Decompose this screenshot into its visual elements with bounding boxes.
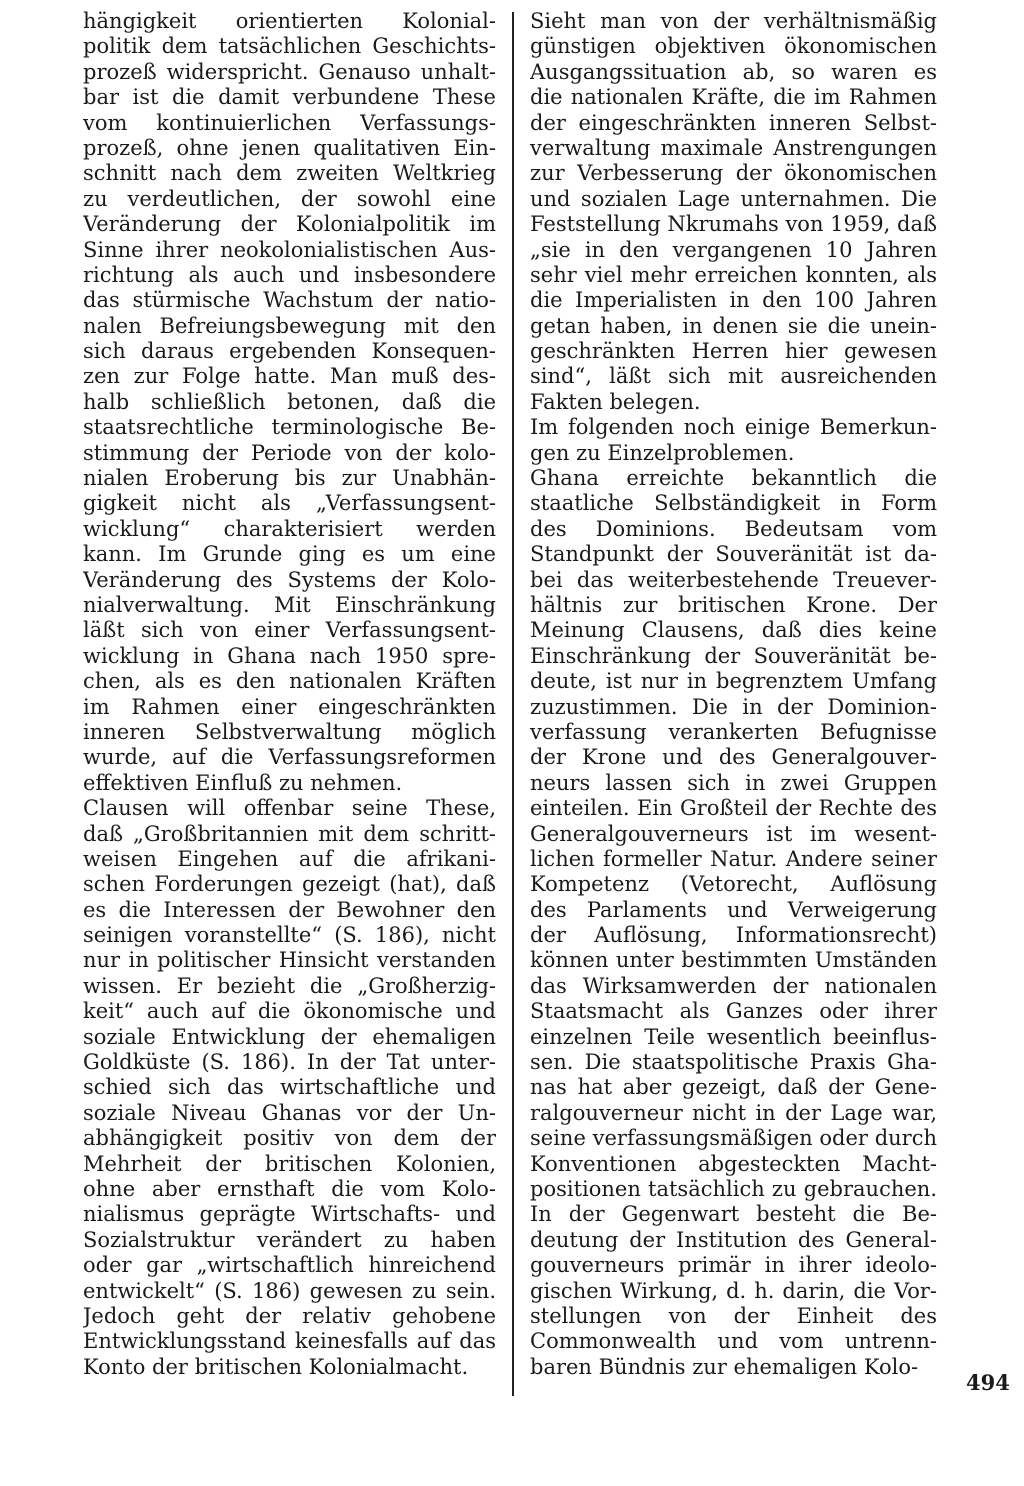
text-line: der Krone und des Generalgouver- [530, 745, 937, 770]
text-line: schnitt nach dem zweiten Weltkrieg [83, 161, 496, 186]
text-line: geschränkten Herren hier gewesen [530, 339, 937, 364]
right-text-column [530, 9, 937, 1380]
text-line: nur in politischer Hinsicht verstanden [83, 948, 496, 973]
text-line: im Rahmen einer eingeschränkten [83, 694, 496, 719]
text-line: Staatsmacht als Ganzes oder ihrer [530, 999, 937, 1024]
text-line: effektiven Einfluß zu nehmen. [83, 770, 403, 795]
text-line: einzelnen Teile wesentlich beeinflus- [530, 1024, 937, 1049]
text-line: des Parlaments und Verweigerung [530, 897, 937, 922]
text-line: zuzustimmen. Die in der Dominion- [530, 694, 937, 719]
text-line: prozeß, ohne jenen qualitativen Ein- [83, 135, 496, 160]
text-line: weisen Eingehen auf die afrikani- [83, 846, 496, 871]
text-line: nialismus geprägte Wirtschafts- und [83, 1202, 496, 1227]
text-line: schen Forderungen gezeigt (hat), daß [83, 872, 496, 897]
text-line: Einschränkung der Souveränität be- [530, 643, 937, 668]
text-line: Fakten belegen. [530, 389, 701, 414]
text-line: günstigen objektiven ökonomischen [530, 34, 937, 59]
text-line: und sozialen Lage unternahmen. Die [530, 186, 937, 211]
text-line: Konventionen abgesteckten Macht- [530, 1151, 937, 1176]
text-line: Im folgenden noch einige Bemerkun- [530, 415, 937, 440]
text-line: das Wirksamwerden der nationalen [530, 973, 937, 998]
text-line: gen zu Einzelproblemen. [530, 440, 795, 465]
text-line: die Imperialisten in den 100 Jahren [530, 288, 937, 313]
text-line: des Dominions. Bedeutsam vom [530, 516, 937, 541]
text-line: wicklung in Ghana nach 1950 spre- [83, 643, 496, 668]
text-line: Veränderung der Kolonialpolitik im [83, 212, 496, 237]
text-line: wurde, auf die Verfassungsreformen [83, 745, 496, 770]
text-line: zen zur Folge hatte. Man muß des- [83, 364, 496, 389]
text-line: Generalgouverneurs ist im wesent- [530, 821, 937, 846]
text-line: ohne aber ernsthaft die vom Kolo- [83, 1176, 496, 1201]
text-line: Clausen will offenbar seine These, [83, 796, 496, 821]
text-line: baren Bündnis zur ehemaligen Kolo- [530, 1354, 919, 1379]
text-line: das stürmische Wachstum der natio- [83, 288, 496, 313]
text-line: oder gar „wirtschaftlich hinreichend [83, 1253, 496, 1278]
page-number: 494 [966, 1370, 1010, 1395]
text-line: einteilen. Ein Großteil der Rechte des [530, 796, 937, 821]
text-line: gischen Wirkung, d. h. darin, die Vor- [530, 1278, 937, 1303]
text-line: nialen Eroberung bis zur Unabhän- [83, 466, 496, 491]
text-line: deutung der Institution des General- [530, 1227, 937, 1252]
text-line: vom kontinuierlichen Verfassungs- [83, 110, 496, 135]
text-line: soziale Niveau Ghanas vor der Un- [83, 1100, 496, 1125]
text-line: verwaltung maximale Anstrengungen [530, 135, 937, 160]
text-line: „sie in den vergangenen 10 Jahren [530, 237, 937, 262]
text-line: Sieht man von der verhältnismäßig [530, 9, 937, 33]
text-line: inneren Selbstverwaltung möglich [83, 719, 496, 744]
text-line: neurs lassen sich in zwei Gruppen [530, 770, 937, 795]
text-line: Ghana erreichte bekanntlich die [530, 466, 937, 491]
text-line: prozeß widerspricht. Genauso unhalt- [83, 59, 496, 84]
text-line: staatliche Selbständigkeit in Form [530, 491, 937, 516]
text-line: halb schließlich betonen, daß die [83, 389, 496, 414]
text-line: deute, ist nur in begrenztem Umfang [530, 669, 937, 694]
text-line: der Auflösung, Informationsrecht) [530, 923, 937, 948]
text-line: läßt sich von einer Verfassungsent- [83, 618, 496, 643]
text-line: gigkeit nicht als „Verfassungsent- [83, 491, 496, 516]
text-line: bei das weiterbestehende Treuever- [530, 567, 937, 592]
text-line: nalen Befreiungsbewegung mit den [83, 313, 496, 338]
text-line: zur Verbesserung der ökonomischen [530, 161, 937, 186]
text-line: Mehrheit der britischen Kolonien, [83, 1151, 496, 1176]
text-line: der eingeschränkten inneren Selbst- [530, 110, 937, 135]
text-line: kann. Im Grunde ging es um eine [83, 542, 496, 567]
text-line: soziale Entwicklung der ehemaligen [83, 1024, 496, 1049]
text-line: Sozialstruktur verändert zu haben [83, 1227, 496, 1252]
text-line: daß „Großbritannien mit dem schritt- [83, 821, 496, 846]
text-line: lichen formeller Natur. Andere seiner [530, 846, 937, 871]
column-divider [512, 12, 514, 1396]
text-line: staatsrechtliche terminologische Be- [83, 415, 496, 440]
left-text-column [83, 9, 496, 1380]
text-line: sen. Die staatspolitische Praxis Gha- [530, 1050, 937, 1075]
text-line: nas hat aber gezeigt, daß der Gene- [530, 1075, 937, 1100]
text-line: Sinne ihrer neokolonialistischen Aus- [83, 237, 496, 262]
text-line: Goldküste (S. 186). In der Tat unter- [83, 1050, 496, 1075]
text-line: keit“ auch auf die ökonomische und [83, 999, 496, 1024]
text-line: die nationalen Kräfte, die im Rahmen [530, 85, 937, 110]
text-line: getan haben, in denen sie die unein- [530, 313, 937, 338]
text-line: ralgouverneur nicht in der Lage war, [530, 1100, 937, 1125]
text-line: sehr viel mehr erreichen konnten, als [530, 262, 937, 287]
text-line: zu verdeutlichen, der sowohl eine [83, 186, 496, 211]
text-line: können unter bestimmten Umständen [530, 948, 937, 973]
text-line: Commonwealth und vom untrenn- [530, 1329, 937, 1354]
text-line: chen, als es den nationalen Kräften [83, 669, 496, 694]
text-line: Standpunkt der Souveränität ist da- [530, 542, 937, 567]
text-line: stellungen von der Einheit des [530, 1303, 937, 1328]
text-line: wicklung“ charakterisiert werden [83, 516, 496, 541]
text-line: seinigen voranstellte“ (S. 186), nicht [83, 923, 496, 948]
text-line: Konto der britischen Kolonialmacht. [83, 1354, 469, 1379]
text-line: gouverneurs primär in ihrer ideolo- [530, 1253, 937, 1278]
text-line: Kompetenz (Vetorecht, Auflösung [530, 872, 937, 897]
text-line: Ausgangssituation ab, so waren es [530, 59, 937, 84]
text-line: positionen tatsächlich zu gebrauchen. [530, 1176, 937, 1201]
text-line: sind“, läßt sich mit ausreichenden [530, 364, 937, 389]
text-line: Feststellung Nkrumahs von 1959, daß [530, 212, 937, 237]
text-line: Entwicklungsstand keinesfalls auf das [83, 1329, 496, 1354]
text-line: hängigkeit orientierten Kolonial- [83, 9, 496, 33]
text-line: politik dem tatsächlichen Geschichts- [83, 34, 496, 59]
text-line: wissen. Er bezieht die „Großherzig- [83, 973, 496, 998]
text-line: nialverwaltung. Mit Einschränkung [83, 592, 496, 617]
text-line: entwickelt“ (S. 186) gewesen zu sein. [83, 1278, 496, 1303]
text-line: schied sich das wirtschaftliche und [83, 1075, 496, 1100]
text-line: verfassung verankerten Befugnisse [530, 719, 937, 744]
text-line: sich daraus ergebenden Konsequen- [83, 339, 496, 364]
text-line: Meinung Clausens, daß dies keine [530, 618, 937, 643]
text-line: abhängigkeit positiv von dem der [83, 1126, 496, 1151]
text-line: bar ist die damit verbundene These [83, 85, 496, 110]
text-line: Jedoch geht der relativ gehobene [83, 1303, 496, 1328]
text-line: seine verfassungsmäßigen oder durch [530, 1126, 937, 1151]
text-line: es die Interessen der Bewohner den [83, 897, 496, 922]
text-line: Veränderung des Systems der Kolo- [83, 567, 496, 592]
text-line: In der Gegenwart besteht die Be- [530, 1202, 937, 1227]
text-line: stimmung der Periode von der kolo- [83, 440, 496, 465]
text-line: richtung als auch und insbesondere [83, 262, 496, 287]
text-line: hältnis zur britischen Krone. Der [530, 592, 937, 617]
